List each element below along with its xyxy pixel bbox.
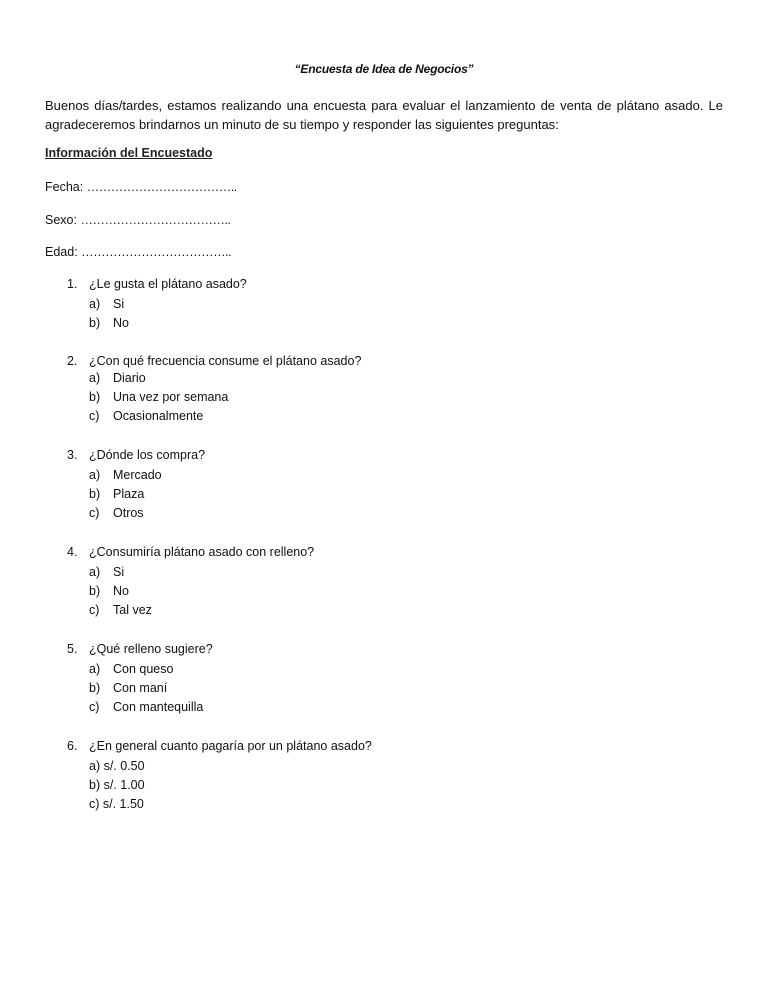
sexo-field[interactable]: [45, 213, 230, 227]
option-letter: c): [89, 506, 100, 520]
option-text: Con mantequilla: [113, 700, 204, 714]
option-text: Con queso: [113, 662, 174, 676]
intro-paragraph: [45, 96, 723, 134]
option-letter: c): [89, 409, 100, 423]
option[interactable]: [89, 565, 124, 579]
question-5: [67, 642, 213, 656]
question-4: [67, 545, 314, 559]
option-text: Diario: [113, 371, 146, 385]
field-label: Fecha:: [45, 180, 84, 194]
option[interactable]: [89, 700, 203, 714]
option[interactable]: [89, 487, 144, 501]
option-letter: a): [89, 468, 101, 482]
option[interactable]: [89, 468, 162, 482]
option-letter: a): [89, 565, 101, 579]
option[interactable]: [89, 681, 167, 695]
option-letter: b): [89, 487, 101, 501]
question-1: [67, 277, 247, 291]
option[interactable]: [89, 297, 124, 311]
question-number: 4.: [67, 545, 78, 559]
option-text: No: [113, 316, 129, 330]
field-label: Sexo:: [45, 213, 77, 227]
option-letter: a): [89, 371, 101, 385]
section-heading: Información del Encuestado: [45, 146, 213, 160]
option-letter: c): [89, 603, 100, 617]
intro-line-2: agradeceremos brindarnos un minuto de su tiempo y responder las siguientes preguntas:: [45, 117, 559, 132]
option[interactable]: a) s/. 0.50: [89, 759, 145, 773]
intro-line-1: Buenos días/tardes, estamos realizando una encuesta para evaluar el lanzamiento de venta de plátano asado. Le: [45, 98, 723, 113]
option[interactable]: [89, 662, 173, 676]
option-text: Otros: [113, 506, 144, 520]
question-number: 2.: [67, 354, 78, 368]
option-text: Con maní: [113, 681, 168, 695]
option-text: Plaza: [113, 487, 145, 501]
fecha-field[interactable]: [45, 180, 237, 194]
option[interactable]: [89, 390, 228, 404]
field-label: Edad:: [45, 245, 78, 259]
option-text: Si: [113, 297, 125, 311]
field-blank: ………………………………..: [81, 245, 232, 259]
option-letter: b): [89, 584, 101, 598]
option-letter: a): [89, 662, 101, 676]
question-number: 6.: [67, 739, 78, 753]
question-text: ¿Consumiría plátano asado con relleno?: [89, 545, 315, 559]
option[interactable]: [89, 371, 146, 385]
field-blank: ………………………………..: [80, 213, 231, 227]
question-number: 3.: [67, 448, 78, 462]
question-text: ¿Dónde los compra?: [89, 448, 206, 462]
option[interactable]: c) s/. 1.50: [89, 797, 144, 811]
edad-field[interactable]: [45, 245, 231, 259]
question-text: ¿Qué relleno sugiere?: [89, 642, 213, 656]
question-3: [67, 448, 205, 462]
field-blank: ………………………………..: [86, 180, 237, 194]
question-text: ¿En general cuanto pagaría por un plátano asado?: [89, 739, 372, 753]
option[interactable]: [89, 409, 203, 423]
option-text: Tal vez: [113, 603, 152, 617]
option-text: Una vez por semana: [113, 390, 229, 404]
option-letter: b): [89, 390, 101, 404]
option-letter: a): [89, 297, 101, 311]
question-text: ¿Con qué frecuencia consume el plátano asado?: [89, 354, 362, 368]
document-title: “Encuesta de Idea de Negocios”: [294, 62, 474, 76]
option-letter: b): [89, 681, 101, 695]
option-text: Mercado: [113, 468, 162, 482]
option[interactable]: [89, 603, 152, 617]
option[interactable]: b) s/. 1.00: [89, 778, 145, 792]
option-text: Si: [113, 565, 125, 579]
question-2: [67, 354, 361, 368]
option-text: Ocasionalmente: [113, 409, 204, 423]
option[interactable]: [89, 584, 129, 598]
option-letter: b): [89, 316, 101, 330]
question-text: ¿Le gusta el plátano asado?: [89, 277, 247, 291]
question-6: [67, 739, 372, 753]
question-number: 5.: [67, 642, 78, 656]
question-number: 1.: [67, 277, 78, 291]
option-text: No: [113, 584, 129, 598]
option-letter: c): [89, 700, 100, 714]
option[interactable]: [89, 316, 129, 330]
option[interactable]: [89, 506, 144, 520]
